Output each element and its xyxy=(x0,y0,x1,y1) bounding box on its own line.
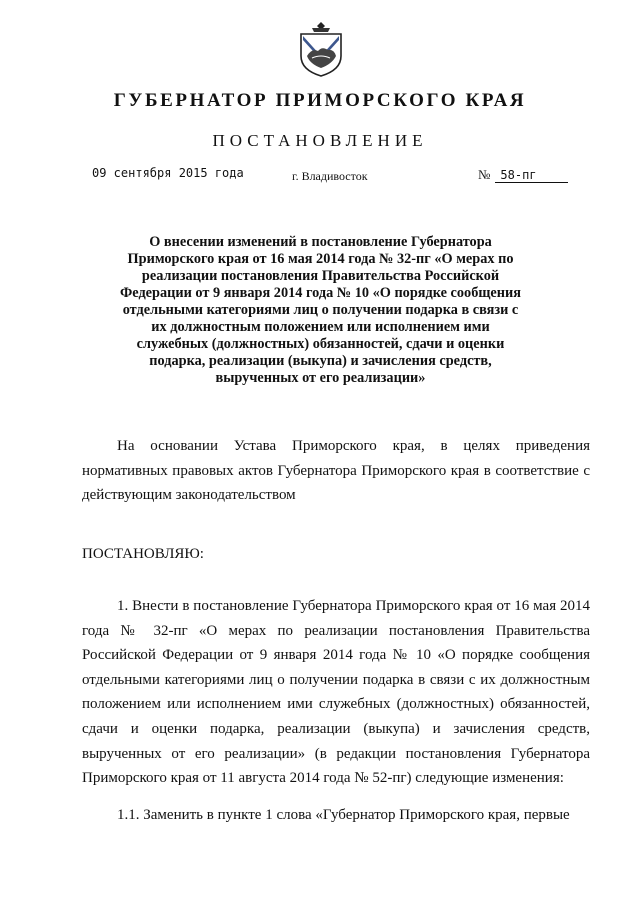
item-1-1-paragraph: 1.1. Заменить в пункте 1 слова «Губернатор Приморского края, первые xyxy=(117,807,570,823)
number-value: 58-пг xyxy=(500,168,537,182)
document-date: 09 сентября 2015 года xyxy=(92,166,244,180)
number-underline xyxy=(495,182,568,183)
document-city: г. Владивосток xyxy=(292,169,368,183)
organization-title: ГУБЕРНАТОР ПРИМОРСКОГО КРАЯ xyxy=(113,90,527,111)
primorsky-krai-coat-of-arms-icon xyxy=(298,20,344,78)
item-1-paragraph: 1. Внести в постановление Губернатора Приморского края от 16 мая 2014 года № 32-пг «О мерах по реализации постановления Правительства Российской Федерации от 9 января 2014 года № 10 «О порядке сообщения отдельными категориями лиц о получении подарка в связи с их должностным положением или исполнением ими служебных (должностных) обязанностей, сдачи и оценки подарка, реализации (выкупа) и зачисления средств, вырученных от его реализации» (в редакции постановления Губернатора Приморского края от 11 августа 2014 года № 52-пг) следующие изменения: xyxy=(82,598,590,787)
document-type: ПОСТАНОВЛЕНИЕ xyxy=(212,131,428,150)
decree-heading: ПОСТАНОВЛЯЮ: xyxy=(82,546,204,562)
number-label: № xyxy=(478,167,491,182)
preamble-paragraph: На основании Устава Приморского края, в целях приведения нормативных правовых актов Губернатора Приморского края в соответствие с действующим законодательством xyxy=(82,438,590,504)
document-subject: О внесении изменений в постановление Губернатора Приморского края от 16 мая 2014 года № 32-пг «О мерах по реализации постановления Правительства Российской Федерации от 9 января 2014 года № 10 «О порядке сообщения отдельными категориями лиц о получении подарка в связи с их должностным положением или исполнением ими служебных (должностных) обязанностей, сдачи и оценки подарка, реализации (выкупа) и зачисления средств, вырученных от его реализации» xyxy=(120,234,521,386)
document-number xyxy=(478,167,537,183)
